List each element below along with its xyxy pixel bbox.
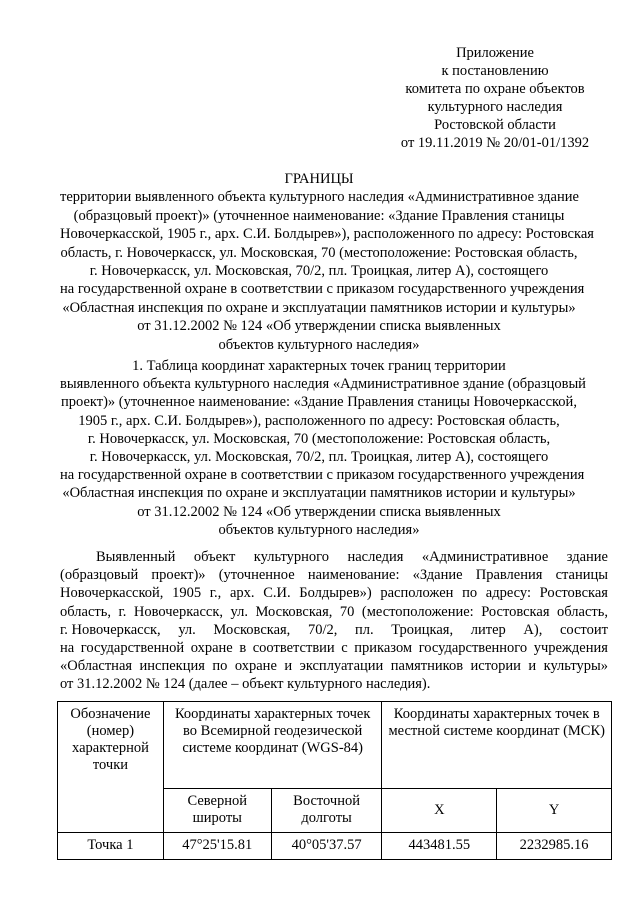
body-word: Троицкая,	[391, 621, 454, 638]
body-word: 1905	[172, 585, 202, 602]
title-line: от 31.12.2002 № 124 «Об утверждении списка выявленных	[137, 318, 501, 335]
header-east-longitude: Восточной долготы	[271, 789, 382, 833]
body-word: учреждения	[533, 640, 608, 657]
body-word: в	[239, 640, 247, 657]
section-line: от 31.12.2002 № 124 «Об утверждении списка выявленных	[137, 503, 501, 520]
body-word: А),	[523, 621, 543, 638]
body-word: соответствии	[252, 640, 335, 657]
body-word: Болдырев»)	[299, 585, 372, 602]
body-word: культурного	[253, 549, 330, 565]
body-word: наименование:	[307, 567, 400, 584]
body-word: пл.	[354, 621, 374, 638]
title-line: г. Новочеркасск, ул. Московская, 70/2, пл. Троицкая, литер А), состоящего	[89, 263, 549, 280]
title-line: объектов культурного наследия»	[218, 336, 420, 353]
body-word: арх.	[229, 585, 255, 602]
body-line	[60, 548, 608, 566]
section-line: объектов культурного наследия»	[218, 521, 420, 538]
body-word: адресу:	[485, 585, 531, 602]
body-word: Московская,	[213, 621, 291, 638]
document-heading: ГРАНИЦЫ	[284, 171, 354, 187]
table-row	[58, 833, 612, 860]
section-line: г. Новочеркасск, ул. Московская, 70/2, пл. Троицкая, литер А), состоящего	[89, 449, 549, 466]
header-north-latitude: Северной широты	[163, 789, 271, 833]
body-word: и	[284, 658, 293, 675]
body-word: культуры»	[543, 658, 608, 675]
header-x: X	[382, 789, 497, 833]
header-wgs: Координаты характерных точек во Всемирной геодезической системе координат (WGS-84)	[163, 702, 382, 789]
body-word: область,	[60, 603, 111, 620]
body-word: памятников	[390, 658, 464, 675]
body-word: «Здание	[412, 567, 463, 584]
title-line: (образцовый проект)» (уточненное наименование: «Здание Правления станицы	[73, 207, 565, 224]
body-line	[60, 639, 608, 657]
title-line: на государственной охране в соответствии с приказом государственного учреждения	[60, 281, 585, 298]
body-word: по	[212, 658, 228, 675]
body-line	[60, 603, 608, 621]
body-word: Выявленный	[96, 549, 176, 565]
body-word: здание	[566, 549, 608, 565]
appendix-line: к постановлению	[441, 63, 549, 79]
body-last-line: от 31.12.2002 № 124 (далее – объект культурного наследия).	[60, 676, 431, 693]
header-y: Y	[497, 789, 612, 833]
body-word: «Областная	[60, 658, 133, 675]
body-word: охране	[190, 640, 233, 657]
body-word: г.,	[209, 585, 222, 602]
body-word: Новочеркасской,	[60, 585, 164, 602]
body-word: на	[60, 640, 75, 657]
section-line: 1. Таблица координат характерных точек границ территории	[132, 358, 506, 374]
body-word: инспекция	[139, 658, 205, 675]
body-word: (образцовый	[60, 567, 139, 584]
body-word: Ростовская	[481, 603, 550, 620]
body-word: станицы	[555, 567, 608, 584]
body-word: состоит	[559, 621, 608, 638]
table-header-row	[58, 702, 612, 789]
body-line	[60, 584, 608, 602]
cell-latitude: 47°25'15.81	[163, 833, 271, 860]
appendix-line: от 19.11.2019 № 20/01-01/1392	[400, 135, 590, 151]
body-word: наследия	[347, 549, 404, 565]
body-word: область,	[557, 603, 608, 620]
cell-x: 443481.55	[382, 833, 497, 860]
body-word: ул.	[230, 603, 248, 620]
body-word: объект	[193, 549, 236, 565]
section-heading-block	[60, 357, 586, 539]
body-line	[60, 566, 608, 584]
body-word: С.И.	[263, 585, 291, 602]
body-word: Московская,	[255, 603, 333, 620]
cell-y: 2232985.16	[497, 833, 612, 860]
document-title-block	[60, 170, 594, 354]
section-line: выявленного объекта культурного наследия «Административное здание (образцовый	[60, 376, 586, 393]
title-line: территории выявленного объекта культурного наследия «Административное здание	[60, 189, 579, 206]
body-word: истории	[470, 658, 521, 675]
appendix-line: культурного наследия	[427, 99, 563, 115]
body-word: приказом	[354, 640, 413, 657]
body-word: эксплуатации	[299, 658, 384, 675]
body-word: расположен	[380, 585, 454, 602]
cell-longitude: 40°05'37.57	[271, 833, 382, 860]
title-line: «Областная инспекция по охране и эксплуатации памятников истории и культуры»	[62, 299, 576, 316]
body-word: Ростовская	[539, 585, 608, 602]
appendix-block	[380, 44, 610, 152]
appendix-line: Ростовской области	[434, 117, 556, 133]
body-paragraph	[60, 548, 608, 694]
body-word: государственной	[80, 640, 185, 657]
body-line	[60, 621, 608, 639]
body-word: г. Новочеркасск,	[60, 621, 161, 638]
body-word: г.	[118, 603, 127, 620]
title-line: Новочеркасской, 1905 г., арх. С.И. Болдырев»), расположенного по адресу: Ростовская	[60, 226, 594, 243]
body-word: «Административное	[421, 549, 549, 565]
body-word: Правления	[475, 567, 543, 584]
cell-point: Точка 1	[58, 833, 164, 860]
body-word: и	[528, 658, 537, 675]
body-word: (местоположение:	[361, 603, 474, 620]
appendix-line: комитета по охране объектов	[405, 81, 585, 97]
coordinates-table	[57, 701, 612, 860]
body-word: 70	[339, 603, 355, 620]
header-msk: Координаты характерных точек в местной системе координат (МСК)	[382, 702, 612, 789]
body-line	[60, 657, 608, 675]
section-line: проект)» (уточненное наименование: «Здание Правления станицы Новочеркасской,	[61, 394, 577, 411]
body-word: литер	[470, 621, 506, 638]
header-designation: Обозначение (номер) характерной точки	[58, 702, 164, 833]
body-word: проект)»	[151, 567, 206, 584]
body-word: ул.	[178, 621, 196, 638]
title-line: область, г. Новочеркасск, ул. Московская, 70 (местоположение: Ростовская область,	[60, 244, 578, 261]
section-line: 1905 г., арх. С.И. Болдырев»), расположенного по адресу: Ростовская область,	[78, 412, 560, 429]
body-word: 70/2,	[307, 621, 338, 638]
section-line: «Областная инспекция по охране и эксплуатации памятников истории и культуры»	[62, 485, 576, 502]
body-word: (уточненное	[218, 567, 295, 584]
body-word: по	[462, 585, 478, 602]
body-word: охране	[234, 658, 277, 675]
body-word: с	[341, 640, 348, 657]
body-word: Новочеркасск,	[133, 603, 224, 620]
section-line: на государственной охране в соответствии с приказом государственного учреждения	[60, 467, 585, 484]
section-line: г. Новочеркасск, ул. Московская, 70 (местоположение: Ростовская область,	[87, 430, 551, 447]
appendix-line: Приложение	[456, 45, 534, 61]
body-word: государственного	[418, 640, 528, 657]
